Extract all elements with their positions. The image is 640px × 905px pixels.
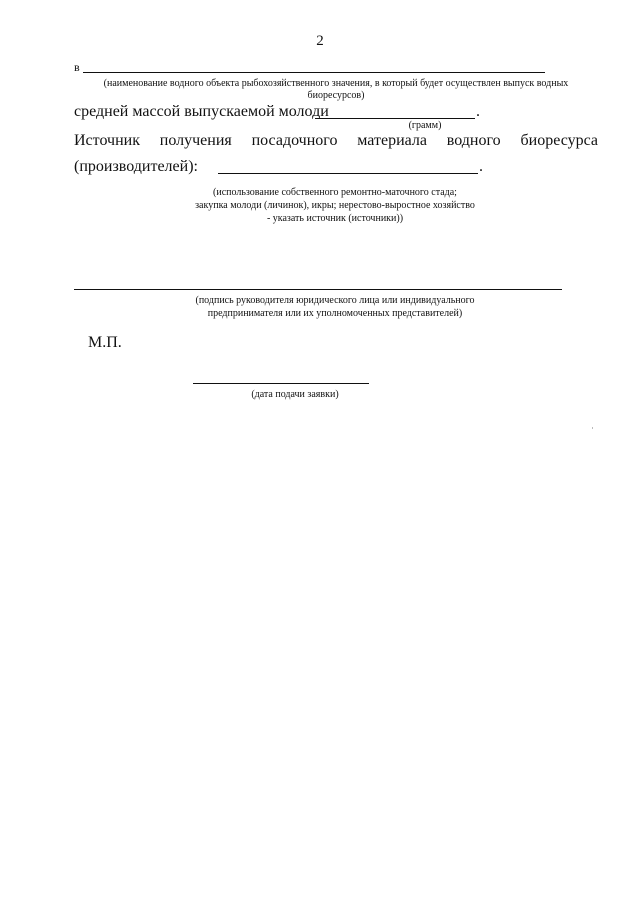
source-word-5: водного [446,132,501,149]
source-word-4: материала [357,132,427,149]
mass-suffix: . [476,103,480,120]
water-body-prefix: в [74,60,80,74]
date-note: (дата подачи заявки) [251,389,339,400]
scan-speck [592,427,593,429]
source-note-line2: закупка молоди (личинок), икры; нерестово-выростное хозяйство [195,200,475,211]
signature-note-line2: предпринимателя или их уполномоченных представителей) [207,308,463,319]
signature-underline [74,289,562,290]
date-underline [193,383,369,384]
source-word-3: посадочного [251,132,338,149]
source-word-1: Источник [74,132,140,149]
source-word-6: биоресурса [520,132,598,149]
producers-label: (производителей): [74,158,198,175]
source-word-2: получения [159,132,232,149]
source-heading-line [74,132,598,150]
producers-suffix: . [479,158,483,175]
page-number: 2 [316,33,324,49]
water-body-note-line2: биоресурсов) [307,90,365,101]
mass-label: средней массой выпускаемой молоди [74,103,329,120]
signature-note-line1: (подпись руководителя юридического лица или индивидуального [195,295,475,306]
source-note-line1: (использование собственного ремонтно-маточного стада; [213,187,457,198]
water-body-underline [83,72,545,73]
stamp-label: М.П. [88,334,122,351]
water-body-note-line1: (наименование водного объекта рыбохозяйственного значения, в который будет осуществлен выпуск водных [103,78,569,89]
producers-underline [218,173,478,174]
source-note-line3: - указать источник (источники)) [266,213,404,224]
mass-unit-note: (грамм) [408,120,442,131]
